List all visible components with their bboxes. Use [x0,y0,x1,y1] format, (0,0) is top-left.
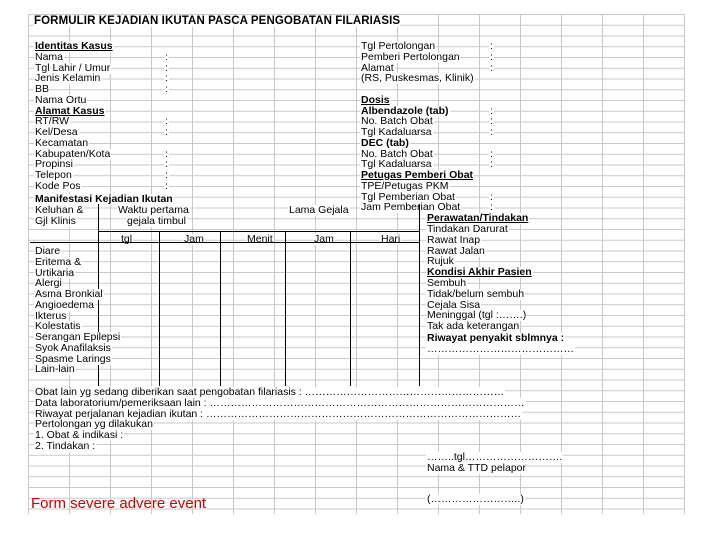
left-field-label: Identitas Kasus [35,40,113,52]
form-title: FORMULIR KEJADIAN IKUTAN PASCA PENGOBATAN FILARIASIS [34,15,401,27]
field-colon: : [490,115,493,128]
field-colon: : [490,126,493,138]
right-field-label: Dosis [361,93,390,106]
lama-gejala-header: Lama Gejala [289,204,349,216]
left-field-label: Kel/Desa [35,126,78,138]
field-colon: : [165,115,168,128]
keluhan-header: Keluhan & [35,204,84,216]
symptom-label: Angioedema [35,298,94,311]
kondisi-item: Tidak/belum sembuh [427,287,525,300]
field-colon: : [165,50,168,63]
subheader-tgl: tgl [121,233,133,245]
right-field-label: Jam Pemberian Obat [361,201,461,214]
care-title: Perawatan/Tindakan [427,212,529,224]
bottom-line: 2. Tindakan : [35,439,96,452]
field-colon: : [165,126,168,138]
field-colon: : [165,179,168,192]
field-colon: : [490,61,493,74]
care-item: Rujuk [427,255,454,268]
right-field-label: Tgl Pemberian Obat [361,190,455,203]
field-colon: : [165,158,168,171]
field-colon: : [165,147,168,160]
left-field-label: Telepon [35,169,72,181]
subheader-menit: Menit [247,233,273,245]
signature-blank: (……………………..) [427,493,524,505]
field-colon: : [490,190,493,203]
table-subheader-line [30,242,419,243]
left-field-label: Kode Pos [35,179,81,192]
kondisi-item: Cejala Sisa [427,298,481,311]
symptom-label: Eritema & [35,255,82,268]
kondisi-item: Tak ada keterangan [427,320,520,332]
care-item: Rawat Inap [427,233,481,246]
symptom-label: Lain-lain [35,363,75,376]
right-field-label: Tgl Kadaluarsa [361,126,432,138]
field-colon: : [490,104,493,117]
right-field-label: No. Batch Obat [361,147,433,160]
form-sheet [28,14,685,514]
symptom-label: Diare [35,245,61,257]
symptom-label: Serangan Epilepsi [35,331,121,343]
bottom-line: Riwayat perjalanan kejadian ikutan : ……………………………………………………………………………… [35,407,522,420]
left-field-label: Kecamatan [35,136,89,149]
kondisi-item: Sembuh [427,277,467,289]
left-field-label: Nama Ortu [35,93,87,106]
right-field-label: No. Batch Obat [361,115,433,128]
field-colon: : [490,50,493,63]
signature-label: Nama & TTD pelapor [427,462,527,474]
riwayat-dots: …………………………………… [427,343,574,355]
gejala-timbul-header: gejala timbul [127,215,186,227]
field-colon: : [165,61,168,74]
right-field-label: Pemberi Pertolongan [361,50,460,63]
field-colon: : [490,201,493,214]
symptom-label: Spasme Larings [35,352,111,365]
left-field-label: BB [35,83,50,95]
left-field-label: RT/RW [35,115,70,128]
table-header-line [98,231,419,232]
right-field-label: DEC (tab) [361,136,409,149]
manifest-title: Manifestasi Kejadian Ikutan [35,193,173,205]
field-colon: : [165,169,168,181]
right-field-label: Albendazole (tab) [361,104,449,117]
right-field-label: Tgl Pertolongan [361,40,436,52]
care-item: Rawat Jalan [427,244,485,257]
bottom-line: Obat lain yg sedang diberikan saat pengobatan filariasis : ………………………………………………… [35,386,505,398]
gjl-klinis-header: Gjl Klinis [35,215,76,227]
symptom-label: Ikterus [35,309,67,322]
field-colon: : [165,72,168,85]
symptom-label: Syok Anafilaksis [35,341,111,354]
left-field-label: Nama [35,50,64,63]
care-item: Tindakan Darurat [427,223,508,235]
right-field-label: TPE/Petugas PKM [361,179,449,192]
bottom-line: Pertolongan yg dilakukan [35,418,153,431]
field-colon: : [165,83,168,95]
bottom-line: 1. Obat & indikasi : [35,429,124,441]
table-col-line [159,231,160,386]
waktu-header: Waktu pertama [118,204,189,216]
left-field-label: Tgl Lahir / Umur [35,61,111,74]
signature-date: ……..tgl………………………. [427,451,563,463]
table-col-line [419,204,420,386]
field-colon: : [490,158,493,171]
bottom-line: Data laboratorium/pemeriksaan lain : ……………………………………………………………………………… [35,396,525,409]
caption: Form severe advere event [31,495,207,512]
left-field-label: Jenis Kelamin [35,72,101,85]
subheader-hari: Hari [381,233,401,245]
table-col-line [350,231,351,386]
kondisi-title: Kondisi Akhir Pasien [427,266,532,278]
symptom-label: Urtikaria [35,266,75,279]
right-field-label: Alamat [361,61,394,74]
field-colon: : [490,40,493,52]
right-field-label: (RS, Puskesmas, Klinik) [361,72,474,85]
symptom-label: Asma Bronkial [35,288,103,300]
right-field-label: Tgl Kadaluarsa [361,158,432,171]
left-field-label: Kabupaten/Kota [35,147,111,160]
table-col-line [220,231,221,386]
riwayat-title: Riwayat penyakit sblmnya : [427,332,565,344]
subheader-jam: Jam [184,233,204,245]
table-col-line [285,231,286,386]
field-colon: : [490,147,493,160]
left-field-label: Alamat Kasus [35,104,105,117]
kondisi-item: Meninggal (tgl :…….) [427,309,527,322]
symptom-label: Kolestatis [35,320,81,333]
right-field-label: Petugas Pemberi Obat [361,169,474,181]
left-field-label: Propinsi [35,158,73,171]
symptom-label: Alergi [35,277,62,290]
subheader-jam-2: Jam [314,233,334,245]
